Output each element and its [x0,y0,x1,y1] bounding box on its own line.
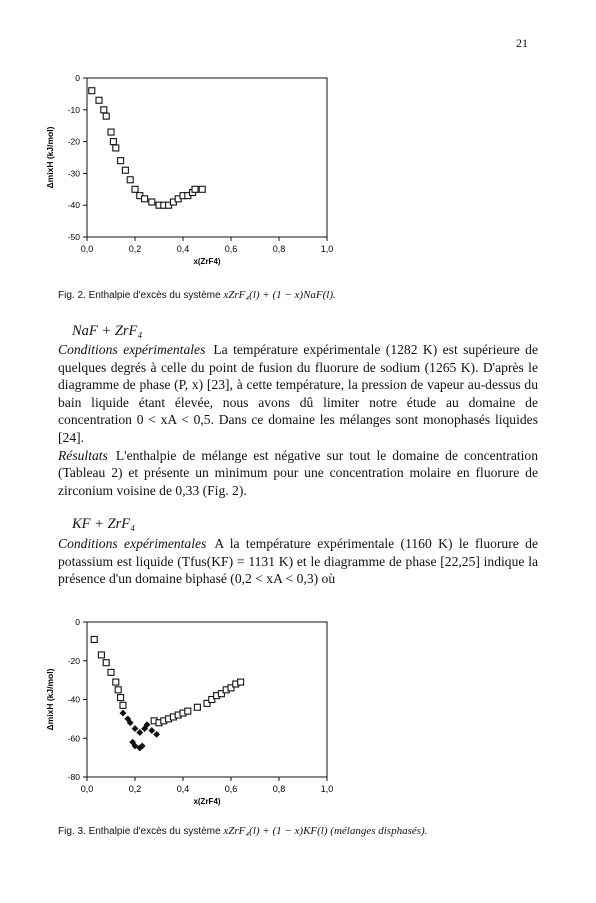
fig2-y-axis-label: ΔmixH (kJ/mol) [45,126,55,189]
fig2-data-point-square [96,97,102,103]
fig3-y-tick-label: 0 [75,617,80,627]
fig3-caption-label: Fig. 3. Enthalpie d'excès du système [58,826,224,837]
fig2-y-tick-label: -30 [67,168,80,179]
fig3-data-point-square [103,660,109,666]
fig2-x-tick-label: 0,8 [272,244,286,254]
fig3-data-point-square [115,687,121,693]
fig2-data-point-square [132,186,138,192]
cond-label-kf: Conditions expérimentales [58,536,207,551]
fig3-data-point-square [118,695,124,701]
fig3-y-tick-label: -60 [67,733,80,744]
fig3-y-tick-label: -40 [67,694,80,705]
section-title-naf: NaF + ZrF₄ [72,323,143,339]
enthalpy-chart-naf [0,0,596,290]
fig2-x-tick-label: 0,4 [176,244,190,254]
fig2-x-tick-label: 0,2 [128,244,142,254]
fig2-data-point-square [103,113,109,119]
figure-2 [0,0,596,290]
fig2-x-tick-label: 1,0 [320,244,334,254]
fig2-y-tick-label: -40 [67,200,80,211]
fig3-x-tick-label: 0,2 [128,784,142,794]
fig3-x-tick-label: 0,0 [80,784,94,794]
enthalpy-chart-kf [0,600,596,820]
fig3-data-point-diamond [153,731,160,738]
figure-2-caption [58,289,558,301]
fig2-x-axis-label: x(ZrF4) [193,257,221,266]
fig3-x-axis-label: x(ZrF4) [193,797,221,806]
fig3-x-tick-label: 0,6 [224,784,238,794]
fig2-data-point-square [127,177,133,183]
fig3-data-point-diamond [148,727,155,734]
fig3-data-point-diamond [120,710,127,717]
section-title-kf: KF + ZrF₄ [72,516,136,532]
fig2-y-tick-label: -20 [67,136,80,147]
fig2-data-point-square [101,107,107,113]
fig2-x-tick-label: 0,0 [80,244,94,254]
fig3-x-tick-label: 1,0 [320,784,334,794]
fig3-data-point-square [120,702,126,708]
fig2-y-tick-label: 0 [75,73,80,83]
fig2-x-tick-label: 0,6 [224,244,238,254]
fig3-y-axis-label: ΔmixH (kJ/mol) [45,668,55,731]
section-kf-body [58,535,538,588]
fig3-data-point-square [185,708,191,714]
fig3-y-tick-label: -80 [67,772,80,782]
fig3-y-tick-label: -20 [67,655,80,666]
fig2-data-point-square [149,199,155,205]
cond-label-naf: Conditions expérimentales [58,342,206,357]
fig2-data-point-square [113,145,119,151]
results-label-naf: Résultats [58,447,108,463]
fig3-data-point-diamond [132,725,139,732]
fig2-data-point-square [108,129,114,135]
fig3-caption-formula: xZrF₄(l) + (1 − x)KF(l) (mélanges disphasés). [223,825,428,837]
page-number: 21 [516,36,528,50]
fig2-data-point-square [118,158,124,164]
fig2-data-point-square [89,88,95,94]
figure-3-caption [58,825,558,837]
fig3-x-tick-label: 0,4 [176,784,190,794]
fig2-data-point-square [142,196,148,202]
fig3-data-point-square [194,704,200,710]
fig3-x-tick-label: 0,8 [272,784,286,794]
fig3-data-point-square [113,679,119,685]
fig2-data-point-square [110,139,116,145]
fig2-data-point-square [199,186,205,192]
fig3-data-point-square [98,652,104,658]
cond-text-naf: La température expérimentale (1282 K) est supérieure de quelques degrés à celle du point de fusion du fluorure de sodium (1265 K). D'après le diagramme de phase (P, x) [23], à cette température, la pression de vapeur au-dessus du bain liquide étant élevée, nous avons dû limiter notre étude au domaine de concentration 0 < xA < 0,5. Dans ce domaine les mélanges sont monophasés liquides [24]. [58,342,538,445]
fig2-data-point-square [192,186,198,192]
cond-text-kf: A la température expérimentale (1160 K) le fluorure de potassium est liquide (Tfus(KF) = 1131 K) et le diagramme de phase [22,25] indique la présence d'un domaine biphasé (0,2 < xA < 0,3) où [58,536,538,587]
fig3-data-point-square [91,636,97,642]
fig2-data-point-square [122,167,128,173]
fig3-data-point-diamond [136,729,143,736]
fig2-y-tick-label: -10 [67,104,80,115]
section-naf-body [58,341,538,499]
fig2-caption-label: Fig. 2. Enthalpie d'excès du système [58,290,224,301]
results-text-naf: L'enthalpie de mélange est négative sur tout le domaine de concentration (Tableau 2) et présente un minimum pour une concentration molaire en fluorure de zirconium voisine de 0,33 (Fig. 2). [58,447,538,498]
fig2-y-tick-label: -50 [67,232,80,242]
fig2-caption-formula: xZrF₄(l) + (1 − x)NaF(l). [223,289,336,301]
fig3-data-point-square [108,669,114,675]
figure-3 [0,600,596,820]
fig3-data-point-square [238,679,244,685]
